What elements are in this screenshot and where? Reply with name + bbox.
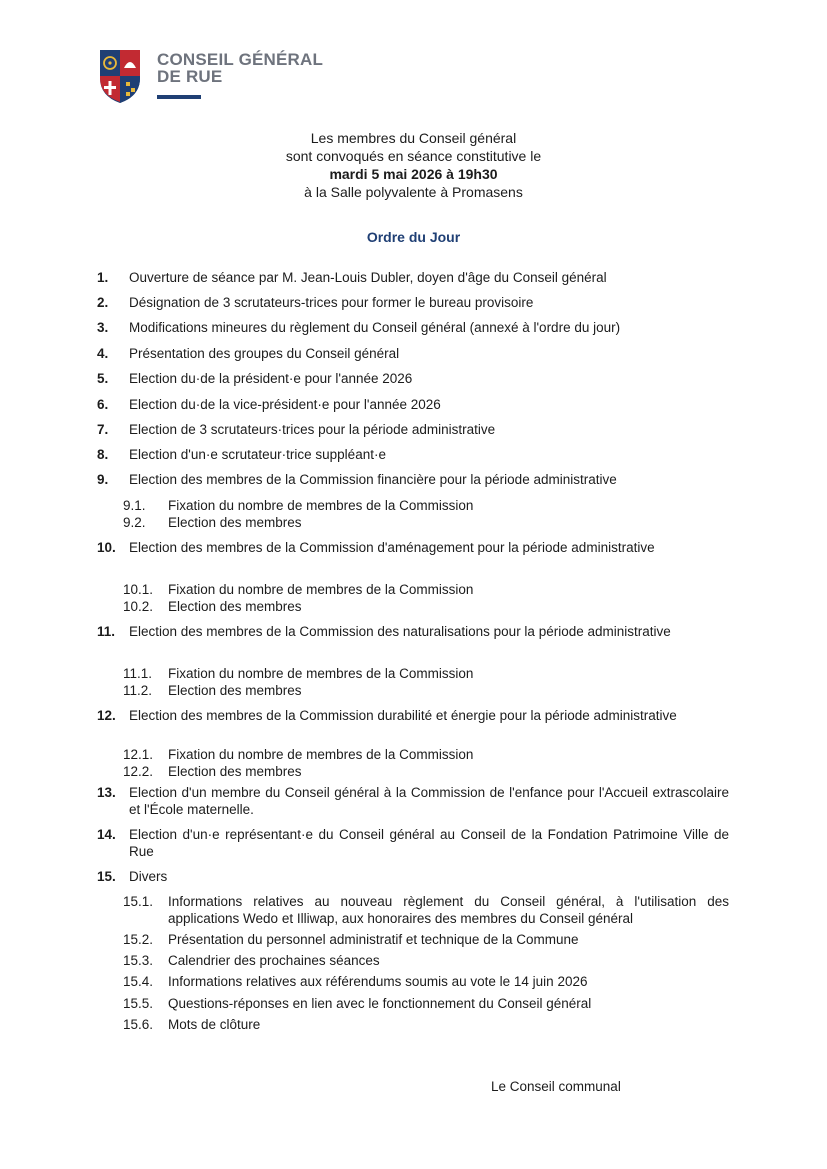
- agenda-item-text: Election d'un·e scrutateur·trice suppléant·e: [129, 447, 386, 462]
- agenda-item: [97, 784, 729, 818]
- header-accent-rule: [157, 95, 201, 99]
- agenda-subitem: [123, 893, 729, 927]
- agenda-subitem-number: 12.2.: [123, 764, 154, 779]
- meeting-location: à la Salle polyvalente à Promasens: [304, 184, 523, 200]
- agenda-item-text: Election des membres de la Commission financière pour la période administrative: [129, 472, 617, 487]
- agenda-subitem-number: 15.1.: [123, 894, 154, 909]
- agenda-subitem: [123, 763, 729, 780]
- agenda-subitem-text: Fixation du nombre de membres de la Commission: [168, 747, 474, 762]
- agenda-item: [97, 345, 729, 362]
- agenda-subitem-number: 9.2.: [123, 515, 146, 530]
- agenda-subitem-text: Fixation du nombre de membres de la Commission: [168, 582, 474, 597]
- agenda-subitem: [123, 1016, 729, 1033]
- agenda-item-number: 2.: [97, 295, 109, 310]
- agenda-subitem-text: Mots de clôture: [168, 1017, 261, 1032]
- agenda-subitem-number: 10.2.: [123, 599, 154, 614]
- organization-name-line1: CONSEIL GÉNÉRAL: [157, 50, 324, 69]
- agenda-item-text: Désignation de 3 scrutateurs-trices pour former le bureau provisoire: [129, 295, 534, 310]
- agenda-subitem: [123, 598, 729, 615]
- agenda-subitem: [123, 665, 729, 682]
- agenda-subitem-number: 10.1.: [123, 582, 154, 597]
- agenda-item: [97, 294, 729, 311]
- agenda-item-text: Election de 3 scrutateurs·trices pour la période administrative: [129, 422, 496, 437]
- agenda-subitem: [123, 931, 729, 948]
- agenda-subitem-text: Calendrier des prochaines séances: [168, 953, 380, 968]
- agenda-item-number: 8.: [97, 447, 109, 462]
- agenda-item-number: 1.: [97, 270, 109, 285]
- agenda-title: Ordre du Jour: [366, 229, 461, 245]
- agenda-item-text: Modifications mineures du règlement du Conseil général (annexé à l'ordre du jour): [129, 320, 621, 335]
- agenda-subitem-text: Fixation du nombre de membres de la Commission: [168, 498, 474, 513]
- agenda-item: [97, 370, 729, 387]
- agenda-item: [97, 396, 729, 413]
- agenda-item: [97, 446, 729, 463]
- agenda-item-number: 13.: [97, 785, 116, 800]
- agenda-subitem: [123, 682, 729, 699]
- agenda-item-number: 15.: [97, 869, 116, 884]
- agenda-subitem-text: Présentation du personnel administratif et technique de la Commune: [168, 932, 579, 947]
- organization-name-line2: DE RUE: [157, 67, 223, 86]
- convocation-intro: [0, 129, 827, 201]
- agenda-subitem: [123, 497, 729, 514]
- agenda-item: [97, 319, 729, 336]
- agenda-subitem-text: Fixation du nombre de membres de la Commission: [168, 666, 474, 681]
- agenda-item-text: Election d'un membre du Conseil général à la Commission de l'enfance pour l'Accueil extrascolaire et l'École maternelle.: [129, 785, 729, 817]
- agenda-subitem-number: 11.1.: [123, 666, 153, 681]
- meeting-date: mardi 5 mai 2026 à 19h30: [329, 166, 498, 182]
- agenda-subitem-text: Election des membres: [168, 515, 302, 530]
- agenda-item: [97, 269, 729, 286]
- agenda-item-text: Divers: [129, 869, 168, 884]
- agenda-subitem-number: 15.4.: [123, 974, 154, 989]
- agenda-item-number: 4.: [97, 346, 109, 361]
- agenda-item: [97, 868, 729, 885]
- agenda-item: [97, 707, 729, 724]
- agenda-subitem-text: Election des membres: [168, 683, 302, 698]
- agenda-subitem-number: 15.3.: [123, 953, 154, 968]
- agenda-item-number: 14.: [97, 827, 116, 842]
- agenda-item-text: Election des membres de la Commission des naturalisations pour la période administrative: [129, 624, 671, 639]
- agenda-item-text: Présentation des groupes du Conseil général: [129, 346, 400, 361]
- agenda-item-text: Election du·de la vice-président·e pour l'année 2026: [129, 397, 441, 412]
- agenda-subitem: [123, 973, 729, 990]
- intro-line-1: Les membres du Conseil général: [310, 130, 517, 146]
- agenda-item: [97, 826, 729, 860]
- coat-of-arms-icon: [97, 48, 143, 104]
- agenda-item-text: Election d'un·e représentant·e du Conseil général au Conseil de la Fondation Patrimoine Ville de Rue: [129, 827, 729, 859]
- agenda-item: [97, 421, 729, 438]
- agenda-item: [97, 623, 729, 640]
- organization-name: [157, 51, 323, 85]
- agenda-subitem-text: Election des membres: [168, 764, 302, 779]
- agenda-subitem: [123, 514, 729, 531]
- agenda-item-text: Election du·de la président·e pour l'année 2026: [129, 371, 413, 386]
- agenda-item-number: 3.: [97, 320, 109, 335]
- agenda-subitem-number: 12.1.: [123, 747, 154, 762]
- agenda-item-text: Election des membres de la Commission durabilité et énergie pour la période administrative: [129, 708, 677, 723]
- agenda-item: [97, 471, 729, 488]
- intro-line-2: sont convoqués en séance constitutive le: [285, 148, 542, 164]
- agenda-subitem-number: 15.2.: [123, 932, 154, 947]
- agenda-item-number: 5.: [97, 371, 109, 386]
- agenda-subitem-text: Questions-réponses en lien avec le fonctionnement du Conseil général: [168, 996, 592, 1011]
- agenda-item-number: 7.: [97, 422, 109, 437]
- agenda-subitem-text: Informations relatives au nouveau règlement du Conseil général, à l'utilisation des applications Wedo et Illiwap, aux honoraires des membres du Conseil général: [168, 894, 729, 926]
- agenda-subitem-text: Informations relatives aux référendums soumis au vote le 14 juin 2026: [168, 974, 588, 989]
- agenda-item-number: 11.: [97, 624, 116, 639]
- agenda-item-number: 12.: [97, 708, 116, 723]
- agenda-subitem-number: 15.6.: [123, 1017, 154, 1032]
- agenda-subitem: [123, 952, 729, 969]
- signature: Le Conseil communal: [491, 1079, 621, 1094]
- agenda-subitem-number: 11.2.: [123, 683, 153, 698]
- agenda-item-text: Ouverture de séance par M. Jean-Louis Dubler, doyen d'âge du Conseil général: [129, 270, 607, 285]
- agenda-item-number: 6.: [97, 397, 109, 412]
- agenda-item-text: Election des membres de la Commission d'aménagement pour la période administrative: [129, 540, 655, 555]
- agenda-subitem: [123, 746, 729, 763]
- agenda-subitem-number: 15.5.: [123, 996, 154, 1011]
- agenda-item-number: 10.: [97, 540, 116, 555]
- agenda-subitem: [123, 995, 729, 1012]
- agenda-item-number: 9.: [97, 472, 109, 487]
- agenda-subitem: [123, 581, 729, 598]
- agenda-subitem-text: Election des membres: [168, 599, 302, 614]
- agenda-item: [97, 539, 729, 556]
- agenda-subitem-number: 9.1.: [123, 498, 146, 513]
